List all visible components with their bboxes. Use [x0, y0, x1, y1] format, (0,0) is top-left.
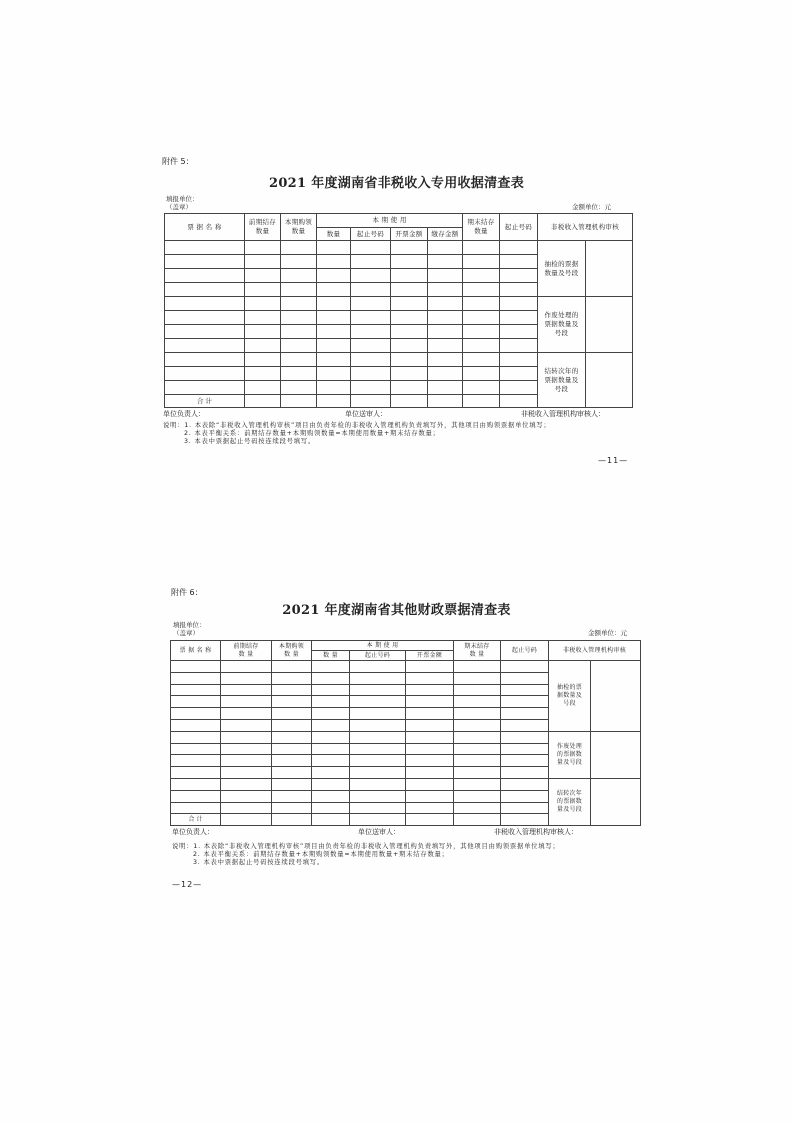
header-usage-range: 起止号码 [350, 651, 406, 661]
table-cell [221, 731, 272, 743]
table-cell [272, 802, 312, 814]
table-cell [501, 661, 549, 673]
table-cell [281, 297, 317, 311]
table-cell [171, 719, 221, 731]
table-cell [351, 255, 391, 269]
table-cell [350, 814, 406, 826]
seal-label: （盖章） [166, 203, 192, 211]
table-cell [454, 696, 501, 708]
table-cell [165, 283, 245, 297]
table-cell [391, 395, 428, 408]
table-cell [165, 339, 245, 353]
signature-unit-head: 单位负责人： [163, 410, 205, 418]
header-invoice-amount: 开票金额 [406, 651, 454, 661]
table-cell [350, 672, 406, 684]
table-cell [312, 708, 350, 720]
table-cell [245, 339, 281, 353]
table-cell [221, 672, 272, 684]
table-cell [165, 255, 245, 269]
table-cell [500, 311, 538, 325]
header-usage-range: 起止号码 [351, 228, 391, 241]
header-end-range: 起止号码 [500, 214, 538, 241]
table-cell [406, 778, 454, 790]
table-cell [245, 311, 281, 325]
table-cell [165, 311, 245, 325]
review-section-label: 结转次年 的票据数 量及号段 [549, 778, 591, 825]
table-cell [463, 339, 500, 353]
table-cell [463, 283, 500, 297]
review-section-value [586, 353, 633, 408]
table-cell [350, 778, 406, 790]
review-section-label: 作废处理的 票据数量及 号段 [538, 297, 586, 353]
table-cell [350, 767, 406, 779]
table-cell [281, 395, 317, 408]
table-body [165, 241, 633, 408]
table-cell [406, 696, 454, 708]
table-cell [391, 283, 428, 297]
table-cell [454, 684, 501, 696]
table-row [165, 241, 633, 255]
header-prev-qty: 前期结存 数量 [245, 214, 281, 241]
table-cell [165, 381, 245, 395]
table-cell [221, 743, 272, 755]
table-cell [501, 814, 549, 826]
table-cell [350, 684, 406, 696]
table-cell [312, 755, 350, 767]
note-line-1: 说明：1. 本表除“非税收入管理机构审核”项目由负责年检的非税收入管理机构负责填写外，其他项目由购领票据单位填写； [163, 422, 551, 429]
table-cell [463, 381, 500, 395]
table-cell [245, 395, 281, 408]
table-cell [501, 778, 549, 790]
table-cell [171, 778, 221, 790]
table-cell [245, 241, 281, 255]
table-cell [272, 743, 312, 755]
table-cell [454, 767, 501, 779]
table-cell [165, 367, 245, 381]
table-cell [317, 381, 351, 395]
table-cell [500, 353, 538, 367]
table-cell [350, 719, 406, 731]
note-line-2: 2. 本表平衡关系：前期结存数量+本期购领数量=本期使用数量+期末结存数量； [193, 851, 449, 858]
table-cell [350, 790, 406, 802]
table-cell [463, 269, 500, 283]
filler-unit-label: 填报单位： [173, 621, 206, 629]
table-cell [171, 790, 221, 802]
header-deposit-amount: 缴存金额 [428, 228, 463, 241]
table-cell [171, 802, 221, 814]
table-cell [501, 731, 549, 743]
review-section-label: 结转次年的 票据数量及 号段 [538, 353, 586, 408]
table-cell [406, 672, 454, 684]
table-cell [245, 367, 281, 381]
table-cell [454, 790, 501, 802]
table-cell [501, 708, 549, 720]
table-cell [391, 255, 428, 269]
table-cell [312, 778, 350, 790]
note-line-2: 2. 本表平衡关系：前期结存数量+本期购领数量=本期使用数量+期末结存数量； [184, 430, 440, 437]
table-cell [501, 696, 549, 708]
table-cell [406, 743, 454, 755]
note-line-3: 3. 本表中票据起止号码按连续段号填写。 [184, 438, 316, 445]
table-row [171, 778, 641, 790]
table-cell [171, 767, 221, 779]
review-section-value [586, 241, 633, 297]
header-prev-qty: 前期结存 数 量 [221, 641, 272, 661]
table-cell [428, 297, 463, 311]
table-cell [463, 353, 500, 367]
table-cell [500, 325, 538, 339]
table-cell [221, 661, 272, 673]
table-cell [171, 743, 221, 755]
table-cell [317, 283, 351, 297]
table-cell [406, 802, 454, 814]
header-purchase-qty: 本期购领 数量 [281, 214, 317, 241]
table-cell [272, 708, 312, 720]
table-cell [281, 283, 317, 297]
table-cell [317, 269, 351, 283]
table-cell [317, 311, 351, 325]
table-cell [406, 814, 454, 826]
table-cell [428, 255, 463, 269]
table-cell [454, 708, 501, 720]
table-cell [351, 353, 391, 367]
table-cell [501, 684, 549, 696]
table-cell [500, 381, 538, 395]
header-end-qty: 期末结存 数 量 [454, 641, 501, 661]
table-cell [350, 802, 406, 814]
table-cell [463, 255, 500, 269]
header-usage: 本 期 使 用 [312, 641, 454, 651]
table-cell [317, 353, 351, 367]
table-row [171, 731, 641, 743]
table-cell [281, 339, 317, 353]
table-cell [171, 684, 221, 696]
attachment-label: 附件 6： [171, 588, 203, 597]
page-number: —12— [172, 880, 203, 889]
table-cell [428, 325, 463, 339]
filler-unit-label: 填报单位： [166, 195, 199, 203]
table-cell [221, 790, 272, 802]
table-cell [272, 755, 312, 767]
table-cell [312, 802, 350, 814]
signature-unit-head: 单位负责人： [172, 828, 214, 836]
table-cell [171, 672, 221, 684]
table-cell [406, 684, 454, 696]
table-cell [221, 696, 272, 708]
table-cell [245, 283, 281, 297]
table-cell [317, 367, 351, 381]
table-cell [272, 767, 312, 779]
table-cell [272, 731, 312, 743]
sheet-title: 2021 年度湖南省其他财政票据清查表 [282, 603, 511, 618]
table-cell [245, 381, 281, 395]
table-cell [501, 767, 549, 779]
seal-label: （盖章） [173, 629, 199, 637]
table-cell [281, 311, 317, 325]
table-cell [221, 802, 272, 814]
table-cell [165, 297, 245, 311]
table-cell [165, 269, 245, 283]
table-cell [245, 325, 281, 339]
header-bill-name: 票 据 名 称 [165, 214, 245, 241]
table-cell [245, 297, 281, 311]
table-cell [500, 339, 538, 353]
table-cell [281, 381, 317, 395]
table-cell [351, 269, 391, 283]
header-review: 非税收入管理机构审核 [538, 214, 633, 241]
table-cell [406, 661, 454, 673]
review-section-value [591, 731, 641, 778]
table-cell [171, 755, 221, 767]
table-cell [281, 241, 317, 255]
page-number: —11— [598, 456, 629, 465]
table-cell [245, 269, 281, 283]
table-cell [171, 708, 221, 720]
table-cell [428, 269, 463, 283]
table-cell [351, 283, 391, 297]
table-cell [350, 708, 406, 720]
table-cell [406, 767, 454, 779]
table-cell [391, 241, 428, 255]
table-cell [391, 311, 428, 325]
table-cell [454, 755, 501, 767]
table-cell [351, 311, 391, 325]
table-cell [500, 297, 538, 311]
table-cell [463, 297, 500, 311]
table-cell [454, 672, 501, 684]
table-cell [351, 381, 391, 395]
table-cell [281, 325, 317, 339]
table-cell [501, 802, 549, 814]
table-cell [500, 283, 538, 297]
table-cell [391, 353, 428, 367]
table-cell [245, 353, 281, 367]
table-cell [501, 743, 549, 755]
table-cell [317, 339, 351, 353]
review-section-label: 抽检的票 据数量及 号段 [549, 661, 591, 732]
table-row [165, 297, 633, 311]
table-cell [272, 778, 312, 790]
table-cell [317, 241, 351, 255]
table-row [165, 353, 633, 367]
table-cell [245, 255, 281, 269]
header-end-qty: 期末结存 数量 [463, 214, 500, 241]
table-cell [317, 255, 351, 269]
table-cell [350, 755, 406, 767]
header-end-range: 起止号码 [501, 641, 549, 661]
table-cell [391, 297, 428, 311]
table-cell [350, 743, 406, 755]
table-cell [454, 778, 501, 790]
table-cell [312, 767, 350, 779]
table-cell [272, 684, 312, 696]
table-cell [428, 283, 463, 297]
signature-reviewer: 非税收入管理机构审核人： [494, 828, 578, 836]
table-cell [165, 353, 245, 367]
table-cell [221, 814, 272, 826]
table-cell [501, 755, 549, 767]
table-cell [221, 755, 272, 767]
table-cell [312, 684, 350, 696]
table-cell [351, 395, 391, 408]
table-cell [391, 339, 428, 353]
table-cell [312, 672, 350, 684]
table-cell [351, 241, 391, 255]
table-cell [454, 743, 501, 755]
table-cell [221, 708, 272, 720]
table-cell [312, 696, 350, 708]
receipt-inventory-table [164, 213, 633, 408]
table-cell [272, 661, 312, 673]
header-usage-qty: 数 量 [312, 651, 350, 661]
table-cell [281, 269, 317, 283]
table-cell [312, 814, 350, 826]
amount-unit-label: 金额单位：元 [572, 203, 611, 211]
table-cell [500, 395, 538, 408]
table-cell [391, 325, 428, 339]
table-cell [406, 719, 454, 731]
table-cell [463, 395, 500, 408]
table-cell [463, 311, 500, 325]
table-cell [350, 661, 406, 673]
note-line-3: 3. 本表中票据起止号码按连续段号填写。 [193, 859, 325, 866]
total-label: 合 计 [165, 395, 245, 408]
table-cell [406, 731, 454, 743]
table-cell [500, 241, 538, 255]
table-cell [312, 719, 350, 731]
amount-unit-label: 金额单位：元 [588, 629, 627, 637]
table-cell [428, 381, 463, 395]
table-cell [350, 696, 406, 708]
table-cell [317, 395, 351, 408]
total-label: 合 计 [171, 814, 221, 826]
table-cell [272, 696, 312, 708]
table-cell [281, 353, 317, 367]
table-cell [391, 269, 428, 283]
table-cell [391, 367, 428, 381]
table-cell [221, 684, 272, 696]
header-bill-name: 票 据 名 称 [171, 641, 221, 661]
table-cell [454, 802, 501, 814]
table-cell [272, 719, 312, 731]
table-cell [428, 367, 463, 381]
table-cell [428, 395, 463, 408]
signature-unit-submitter: 单位送审人： [358, 828, 400, 836]
table-cell [171, 696, 221, 708]
table-cell [350, 731, 406, 743]
attachment-label: 附件 5： [162, 157, 194, 166]
table-cell [317, 297, 351, 311]
review-section-label: 抽检的票据 数量及号段 [538, 241, 586, 297]
table-cell [281, 255, 317, 269]
table-cell [500, 269, 538, 283]
table-cell [454, 661, 501, 673]
review-section-value [591, 661, 641, 732]
table-cell [428, 241, 463, 255]
table-cell [406, 708, 454, 720]
table-cell [501, 790, 549, 802]
table-cell [463, 325, 500, 339]
table-cell [272, 814, 312, 826]
signature-reviewer: 非税收入管理机构审核人： [521, 410, 605, 418]
table-cell [312, 661, 350, 673]
table-cell [312, 790, 350, 802]
table-cell [221, 767, 272, 779]
table-cell [351, 367, 391, 381]
table-cell [500, 367, 538, 381]
header-usage-qty: 数量 [317, 228, 351, 241]
table-cell [171, 661, 221, 673]
table-cell [391, 381, 428, 395]
header-invoice-amount: 开票金额 [391, 228, 428, 241]
header-purchase-qty: 本期购领 数 量 [272, 641, 312, 661]
review-section-value [586, 297, 633, 353]
table-cell [501, 719, 549, 731]
table-cell [165, 325, 245, 339]
table-cell [428, 353, 463, 367]
table-cell [351, 297, 391, 311]
table-cell [406, 755, 454, 767]
table-cell [272, 672, 312, 684]
fiscal-bill-inventory-table [170, 640, 641, 826]
note-line-1: 说明：1. 本表除“非税收入管理机构审核”项目由负责年检的非税收入管理机构负责填写外，其他项目由购领票据单位填写； [172, 843, 560, 850]
sheet-title: 2021 年度湖南省非税收入专用收据清查表 [268, 176, 524, 191]
signature-unit-submitter: 单位送审人： [345, 410, 387, 418]
table-cell [312, 731, 350, 743]
table-cell [428, 339, 463, 353]
table-cell [281, 367, 317, 381]
header-usage: 本 期 使 用 [317, 214, 463, 228]
table-cell [165, 241, 245, 255]
review-section-label: 作废处理 的票据数 量及号段 [549, 731, 591, 778]
table-cell [463, 367, 500, 381]
table-cell [454, 814, 501, 826]
header-review: 非税收入管理机构审核 [549, 641, 641, 661]
table-cell [463, 241, 500, 255]
table-cell [312, 743, 350, 755]
table-cell [406, 790, 454, 802]
table-cell [171, 731, 221, 743]
table-cell [221, 719, 272, 731]
table-row [171, 661, 641, 673]
table-cell [428, 311, 463, 325]
table-cell [221, 778, 272, 790]
table-cell [501, 672, 549, 684]
table-cell [351, 339, 391, 353]
review-section-value [591, 778, 641, 825]
table-cell [454, 719, 501, 731]
table-cell [500, 255, 538, 269]
table-cell [317, 325, 351, 339]
table-cell [272, 790, 312, 802]
table-cell [454, 731, 501, 743]
table-body [171, 661, 641, 826]
table-cell [351, 325, 391, 339]
